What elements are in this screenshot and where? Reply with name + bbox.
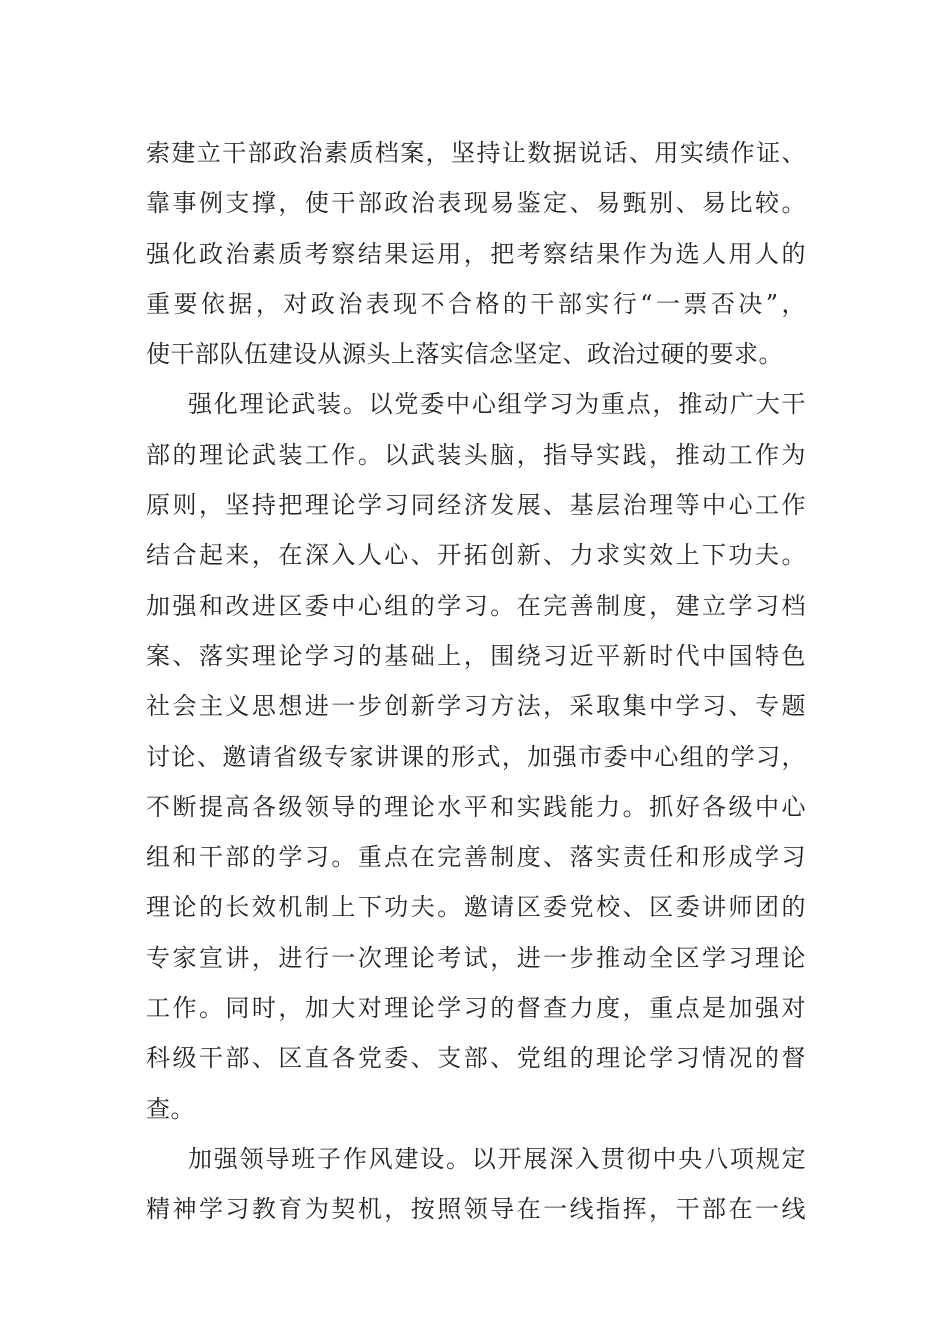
text-line: 强化理论武装。以党委中心组学习为重点，推动广大干 — [188, 390, 806, 419]
text-line: 加强和改进区委中心组的学习。在完善制度，建立学习档 — [146, 591, 806, 620]
text-line: 原则，坚持把理论学习同经济发展、基层治理等中心工作 — [146, 491, 806, 520]
text-line: 专家宣讲，进行一次理论考试，进一步推动全区学习理论 — [146, 943, 806, 972]
text-line: 理论的长效机制上下功夫。邀请区委党校、区委讲师团的 — [146, 893, 806, 922]
text-line: 社会主义思想进一步创新学习方法，采取集中学习、专题 — [146, 692, 806, 721]
paragraph-leadership-style — [146, 1134, 806, 1235]
paragraph-political-archive — [146, 128, 806, 379]
text-line: 查。 — [146, 1094, 195, 1123]
text-line: 部的理论武装工作。以武装头脑，指导实践，推动工作为 — [146, 440, 806, 469]
text-line: 精神学习教育为契机，按照领导在一线指挥，干部在一线 — [146, 1195, 806, 1224]
paragraph-theory-study — [146, 379, 806, 1133]
text-line: 不断提高各级领导的理论水平和实践能力。抓好各级中心 — [146, 792, 806, 821]
text-line: 工作。同时，加大对理论学习的督查力度，重点是加强对 — [146, 994, 806, 1023]
text-line: 重要依据，对政治表现不合格的干部实行“一票否决”， — [146, 289, 806, 318]
text-line: 靠事例支撑，使干部政治表现易鉴定、易甄别、易比较。 — [146, 189, 806, 218]
text-line: 使干部队伍建设从源头上落实信念坚定、政治过硬的要求。 — [146, 340, 783, 369]
text-line: 加强领导班子作风建设。以开展深入贯彻中央八项规定 — [188, 1144, 806, 1173]
document-body — [146, 128, 806, 1235]
text-line: 结合起来，在深入人心、开拓创新、力求实效上下功夫。 — [146, 541, 806, 570]
text-line: 讨论、邀请省级专家讲课的形式，加强市委中心组的学习， — [146, 742, 806, 771]
text-line: 组和干部的学习。重点在完善制度、落实责任和形成学习 — [146, 843, 806, 872]
text-line: 索建立干部政治素质档案，坚持让数据说话、用实绩作证、 — [146, 139, 806, 167]
text-line: 科级干部、区直各党委、支部、党组的理论学习情况的督 — [146, 1044, 806, 1073]
text-line: 强化政治素质考察结果运用，把考察结果作为选人用人的 — [146, 239, 806, 268]
text-line: 案、落实理论学习的基础上，围绕习近平新时代中国特色 — [146, 641, 806, 670]
